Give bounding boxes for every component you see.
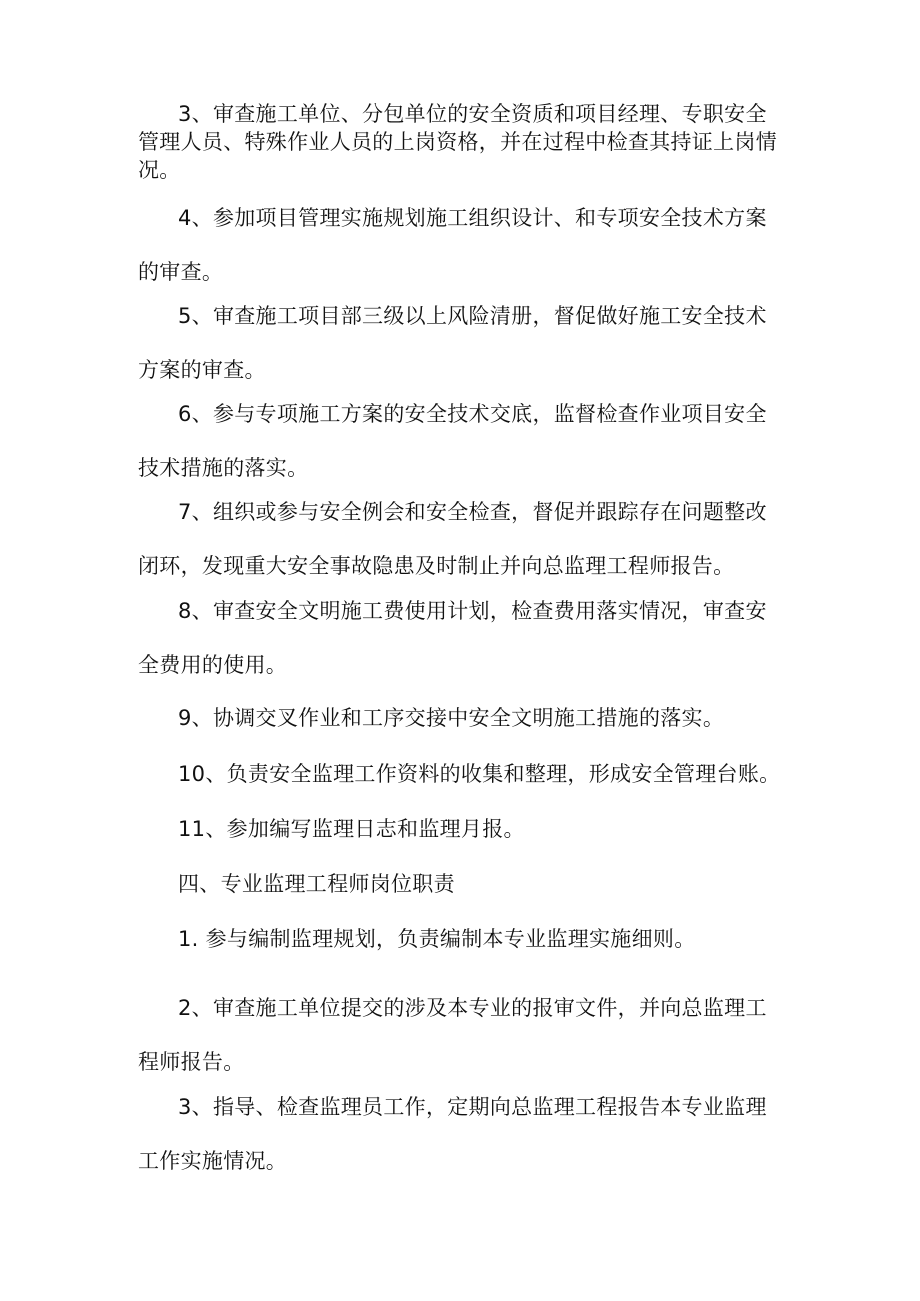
paragraph-line: 6、参与专项施工方案的安全技术交底，监督检查作业项目安全 (178, 402, 767, 426)
paragraph-line: 的审查。 (138, 260, 224, 284)
paragraph-item-7-safety-meetings (138, 498, 798, 580)
paragraph-line: 工作实施情况。 (138, 1149, 288, 1173)
section-heading-line: 四、专业监理工程师岗位职责 (178, 872, 455, 896)
paragraph-line: 10、负责安全监理工作资料的收集和整理，形成安全管理台账。 (178, 762, 781, 786)
paragraph-duty-3-guide-inspectors (138, 1093, 798, 1175)
paragraph-line: 2、审查施工单位提交的涉及本专业的报审文件，并向总监理工 (178, 996, 767, 1020)
paragraph-item-8-safety-fees (138, 597, 798, 679)
paragraph-item-4-plan-review (138, 204, 798, 286)
paragraph-item-6-technical-briefing (138, 400, 798, 482)
paragraph-line: 方案的审查。 (138, 358, 266, 382)
paragraph-line: 7、组织或参与安全例会和安全检查，督促并跟踪存在问题整改 (178, 500, 767, 524)
paragraph-line: 管理人员、特殊作业人员的上岗资格，并在过程中检查其持证上岗情 (138, 130, 777, 154)
section-heading-professional-engineer (138, 870, 798, 898)
paragraph-item-10-records (138, 760, 798, 788)
paragraph-line: 1. 参与编制监理规划，负责编制本专业监理实施细则。 (178, 927, 696, 951)
paragraph-line: 4、参加项目管理实施规划施工组织设计、和专项安全技术方案 (178, 206, 767, 230)
paragraph-item-5-risk-register (138, 302, 798, 384)
paragraph-line: 3、指导、检查监理员工作，定期向总监理工程报告本专业监理 (178, 1095, 767, 1119)
paragraph-line: 3、审查施工单位、分包单位的安全资质和项目经理、专职安全 (178, 102, 767, 126)
paragraph-duty-2-document-review (138, 994, 798, 1076)
paragraph-line: 11、参加编写监理日志和监理月报。 (178, 817, 525, 841)
paragraph-item-3-safety-qualifications (138, 100, 798, 184)
paragraph-line: 闭环，发现重大安全事故隐患及时制止并向总监理工程师报告。 (138, 554, 735, 578)
paragraph-item-11-logs-reports (138, 815, 798, 843)
paragraph-line: 5、审查施工项目部三级以上风险清册，督促做好施工安全技术 (178, 304, 767, 328)
paragraph-item-9-cross-operations (138, 704, 798, 732)
paragraph-line: 程师报告。 (138, 1050, 245, 1074)
paragraph-line: 况。 (138, 158, 181, 182)
paragraph-line: 9、协调交叉作业和工序交接中安全文明施工措施的落实。 (178, 706, 725, 730)
paragraph-line: 技术措施的落实。 (138, 456, 309, 480)
paragraph-line: 全费用的使用。 (138, 653, 288, 677)
paragraph-line: 8、审查安全文明施工费使用计划，检查费用落实情况，审查安 (178, 599, 767, 623)
paragraph-duty-1-supervision-plan (138, 925, 798, 953)
